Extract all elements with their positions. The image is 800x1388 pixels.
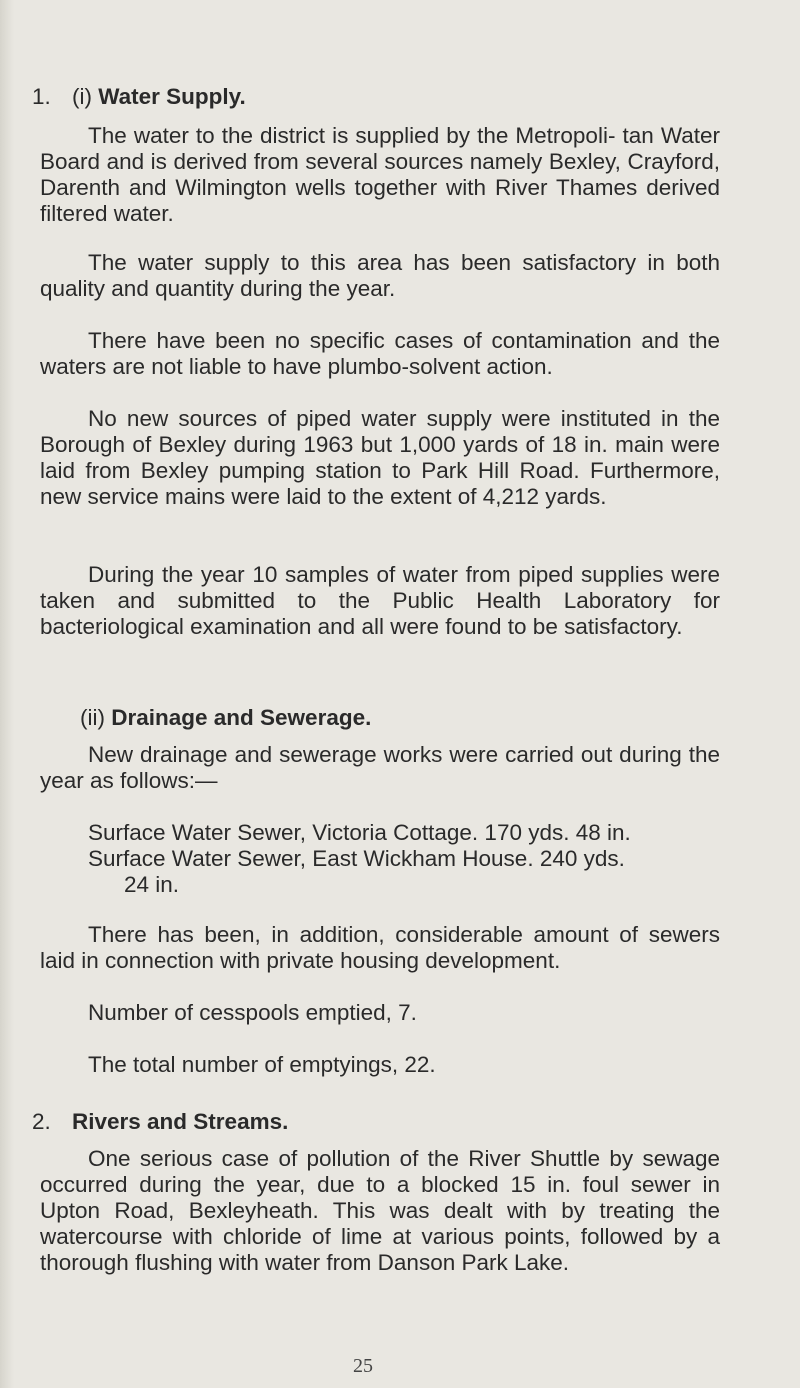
water-paragraph-1: The water to the district is supplied by the Metropoli- tan Water Board and is derived from several sources namely Bexley, Crayford, Darenth and Wilmington wells together with River Thames derived filtered water.: [40, 123, 720, 226]
drainage-intro: New drainage and sewerage works were carried out during the year as follows:—: [40, 742, 720, 793]
works-item-1-line: Surface Water Sewer, Victoria Cottage. 170 yds. 48 in.: [88, 820, 631, 845]
section-2-number: 2.: [32, 1109, 51, 1134]
subsection-ii-label: (ii): [80, 705, 105, 730]
drainage-paragraph-3: The total number of emptyings, 22.: [88, 1052, 436, 1077]
water-paragraph-2: The water supply to this area has been satisfactory in both quality and quantity during the year.: [40, 250, 720, 301]
rivers-title: Rivers and Streams.: [72, 1109, 289, 1134]
works-item-2-line: Surface Water Sewer, East Wickham House. 240 yds.: [88, 846, 625, 871]
section-1-heading: [32, 84, 246, 110]
drainage-paragraph-2: Number of cesspools emptied, 7.: [88, 1000, 417, 1025]
rivers-paragraph: One serious case of pollution of the River Shuttle by sewage occurred during the year, due to a blocked 15 in. foul sewer in Upton Road, Bexleyheath. This was dealt with by treating the watercourse with chloride of lime at various points, followed by a thorough flushing with water from Danson Park Lake.: [40, 1146, 720, 1275]
water-supply-title: Water Supply.: [98, 84, 246, 109]
works-item-2: [88, 846, 728, 898]
water-paragraph-5: During the year 10 samples of water from piped supplies were taken and submitted to the Public Health Laboratory for bacteriological examination and all were found to be satisfactory.: [40, 562, 720, 639]
page-number: 25: [353, 1355, 373, 1377]
drainage-title: Drainage and Sewerage.: [111, 705, 372, 730]
section-2-heading: [32, 1109, 288, 1135]
water-paragraph-3: There have been no specific cases of contamination and the waters are not liable to have plumbo-solvent action.: [40, 328, 720, 379]
drainage-paragraph-1: There has been, in addition, considerable amount of sewers laid in connection with private housing development.: [40, 922, 720, 973]
subsection-ii-heading: [80, 705, 371, 731]
works-item-2-cont: 24 in.: [124, 872, 180, 897]
section-1-number: 1.: [32, 84, 51, 109]
works-item-1: [88, 820, 728, 846]
page-edge: [0, 0, 14, 1388]
water-paragraph-4: No new sources of piped water supply were instituted in the Borough of Bexley during 1963 but 1,000 yards of 18 in. main were laid from Bexley pumping station to Park Hill Road. Furthermore, new service mains were laid to the extent of 4,212 yards.: [40, 406, 720, 509]
subsection-i-label: (i): [72, 84, 92, 109]
